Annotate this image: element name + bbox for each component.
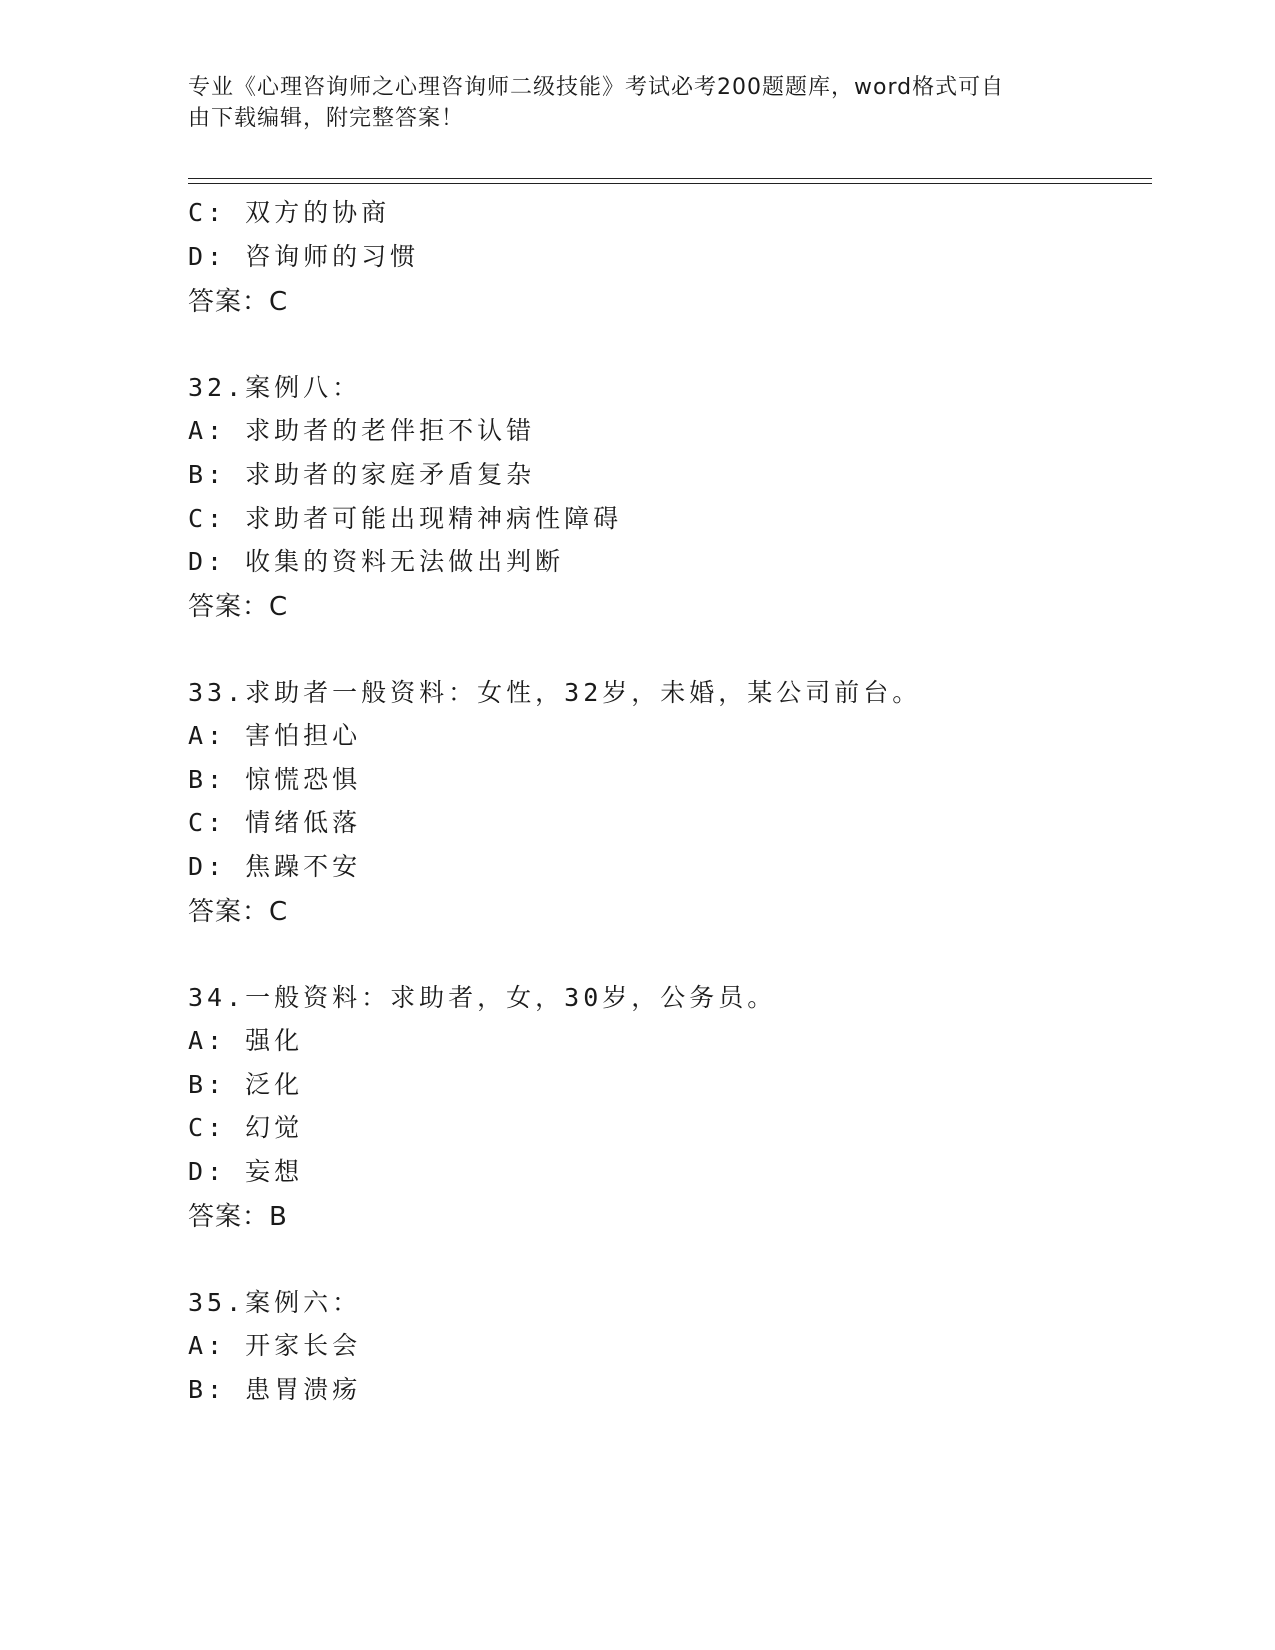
q33-option-b: B: 惊慌恐惧: [188, 765, 362, 794]
header-line-2: 由下载编辑，附完整答案！: [188, 106, 465, 131]
header-line-1: 专业《心理咨询师之心理咨询师二级技能》考试必考200题题库，word格式可自: [188, 75, 1005, 100]
q34-option-b: B: 泛化: [188, 1070, 304, 1099]
q33-answer: 答案：C: [188, 897, 289, 927]
q32-option-c: C: 求助者可能出现精神病性障碍: [188, 504, 623, 533]
q34-option-c: C: 幻觉: [188, 1113, 304, 1142]
q31-option-d: D: 咨询师的习惯: [188, 242, 420, 271]
q31-option-c: C: 双方的协商: [188, 198, 391, 227]
q32-answer: 答案：C: [188, 592, 289, 622]
q32-option-d: D: 收集的资料无法做出判断: [188, 547, 565, 576]
q34-question: 34.一般资料：求助者，女，30岁，公务员。: [188, 983, 777, 1012]
q33-option-c: C: 情绪低落: [188, 808, 362, 837]
header-divider-top: [188, 178, 1152, 179]
q34-answer: 答案：B: [188, 1202, 288, 1232]
q35-option-a: A: 开家长会: [188, 1331, 362, 1360]
q33-question: 33.求助者一般资料：女性，32岁，未婚，某公司前台。: [188, 678, 922, 707]
header-divider-bottom: [188, 183, 1152, 184]
q34-option-d: D: 妄想: [188, 1157, 304, 1186]
q34-option-a: A: 强化: [188, 1026, 304, 1055]
q35-question: 35.案例六：: [188, 1288, 362, 1317]
document-header: [188, 72, 1068, 134]
q32-question: 32.案例八：: [188, 373, 362, 402]
q31-answer: 答案：C: [188, 287, 289, 317]
q32-option-b: B: 求助者的家庭矛盾复杂: [188, 460, 536, 489]
q35-option-b: B: 患胃溃疡: [188, 1375, 362, 1404]
q33-option-d: D: 焦躁不安: [188, 852, 362, 881]
q32-option-a: A: 求助者的老伴拒不认错: [188, 416, 536, 445]
q33-option-a: A: 害怕担心: [188, 721, 362, 750]
